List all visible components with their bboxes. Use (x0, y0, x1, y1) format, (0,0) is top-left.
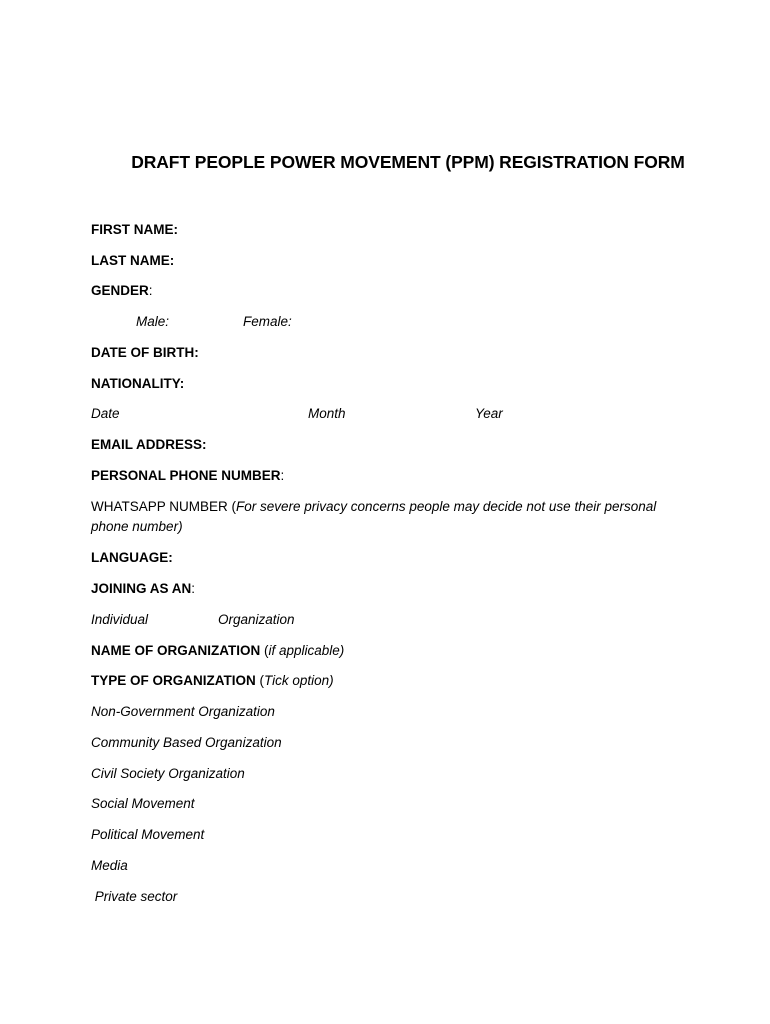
gender-label: GENDER (91, 283, 149, 298)
joining-individual-option[interactable]: Individual (91, 612, 149, 627)
whatsapp-row (91, 497, 671, 537)
org-option-media[interactable]: Media (91, 858, 128, 873)
month-label: Month (308, 406, 346, 421)
org-option-cbo[interactable]: Community Based Organization (91, 735, 282, 750)
org-option-ngo[interactable]: Non-Government Organization (91, 704, 275, 719)
org-type-paren: ( (255, 673, 264, 688)
phone-label: PERSONAL PHONE NUMBER (91, 468, 281, 483)
phone-colon: : (280, 468, 285, 483)
gender-male-option[interactable]: Male: (136, 314, 170, 329)
org-name-row (91, 641, 344, 661)
org-option-private-sector[interactable]: Private sector (91, 889, 178, 904)
year-label: Year (475, 406, 503, 421)
joining-organization-option[interactable]: Organization (218, 612, 295, 627)
gender-female-option[interactable]: Female: (243, 314, 292, 329)
language-label: LANGUAGE: (91, 550, 173, 565)
gender-colon: : (148, 283, 153, 298)
whatsapp-label: WHATSAPP NUMBER ( (91, 499, 237, 514)
nationality-label: NATIONALITY: (91, 376, 185, 391)
org-name-label: NAME OF ORGANIZATION (91, 643, 261, 658)
org-option-cso[interactable]: Civil Society Organization (91, 766, 245, 781)
org-type-note: Tick option) (264, 673, 334, 688)
org-name-paren: ( (260, 643, 269, 658)
last-name-label: LAST NAME: (91, 253, 175, 268)
joining-row (91, 579, 195, 599)
phone-row (91, 466, 284, 486)
joining-label: JOINING AS AN (91, 581, 192, 596)
date-label: Date (91, 406, 120, 421)
org-option-social-movement[interactable]: Social Movement (91, 796, 195, 811)
gender-row (91, 281, 153, 301)
org-type-row (91, 671, 334, 691)
org-name-note: if applicable) (268, 643, 345, 658)
email-label: EMAIL ADDRESS: (91, 437, 207, 452)
dob-label: DATE OF BIRTH: (91, 345, 199, 360)
first-name-label: FIRST NAME: (91, 222, 178, 237)
whatsapp-note: For severe privacy concerns people may decide not use their personal phone number) (91, 499, 657, 534)
org-option-political-movement[interactable]: Political Movement (91, 827, 205, 842)
form-title: DRAFT PEOPLE POWER MOVEMENT (PPM) REGISTRATION FORM (131, 152, 685, 172)
joining-colon: : (191, 581, 196, 596)
org-type-label: TYPE OF ORGANIZATION (91, 673, 256, 688)
